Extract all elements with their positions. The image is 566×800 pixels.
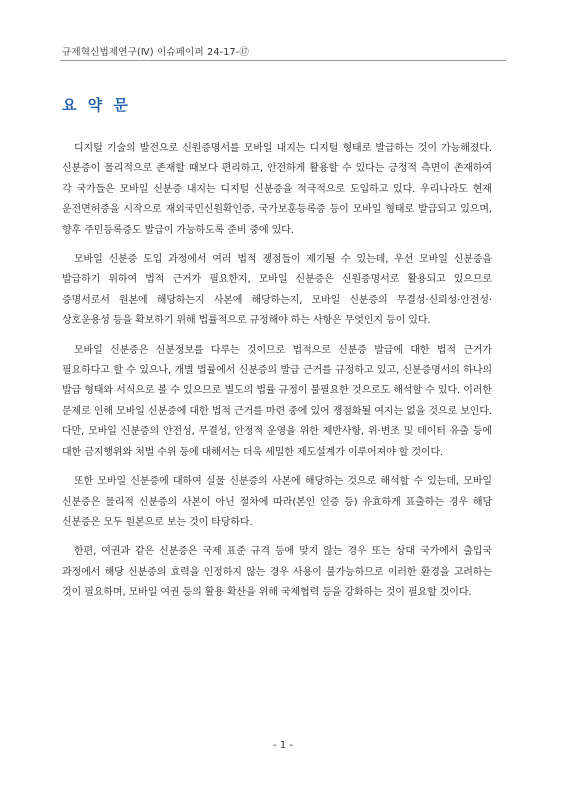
- summary-paragraph-2: 모바일 신분증 도입 과정에서 여러 법적 쟁점들이 제기될 수 있는데, 우선 모바일 신분증을 발급하기 위하여 법적 근거가 필요한지, 모바일 신분증은 신원증명서로 활용되고 있으므로 증명서로서 원본에 해당하는지 사본에 해당하는지, 모바일 신분증의 무결성·신뢰성·안전성·상호운용성 등을 확보하기 위해 법률적으로 규정해야 하는 사항은 무엇인지 등이 있다.: [62, 254, 492, 327]
- section-title: 요 약 문: [62, 96, 131, 114]
- summary-paragraph-1: 디지털 기술의 발전으로 신원증명서를 모바일 내지는 디지털 형태로 발급하는 것이 가능해졌다. 신분증이 물리적으로 존재할 때보다 편리하고, 안전하게 활용할 수 있다는 긍정적 측면이 존재하여 각 국가들은 모바일 신분증 내지는 디지털 신분증을 적극적으로 도입하고 있다. 우리나라도 현재 운전면허증을 시작으로 재외국민신원확인증, 국가보훈등록증 등이 모바일 형태로 발급되고 있으며, 향후 주민등록증도 발급이 가능하도록 준비 중에 있다.: [62, 143, 492, 236]
- summary-paragraph-4: 또한 모바일 신분증에 대하여 실물 신분증의 사본에 해당하는 것으로 해석할 수 있는데, 모바일 신분증은 물리적 신분증의 사본이 아닌 절차에 따라(본인 인증 등) 유효하게 표출하는 경우 해당 신분증은 모두 원본으로 보는 것이 타당하다.: [62, 476, 492, 528]
- summary-paragraph-3: 모바일 신분증은 신분정보를 다루는 것이므로 법적으로 신분증 발급에 대한 법적 근거가 필요하다고 할 수 있으나, 개별 법률에서 신분증의 발급 근거를 규정하고 있고, 신분증명서의 하나의 발급 형태와 서식으로 볼 수 있으므로 별도의 법률 규정이 불필요한 것으로도 해석할 수 있다. 이러한 문제로 인해 모바일 신분증에 대한 법적 근거를 마련 중에 있어 쟁점화될 여지는 없을 것으로 보인다. 다만, 모바일 신분증의 안전성, 무결성, 안정적 운영을 위한 제반사항, 위·변조 및 데이터 유출 등에 대한 금지행위와 처벌 수위 등에 대해서는 더욱 세밀한 제도설계가 이루어져야 할 것이다.: [62, 344, 492, 458]
- header-divider: [60, 60, 506, 61]
- page-number: - 1 -: [273, 740, 293, 751]
- summary-body: [62, 139, 492, 613]
- summary-paragraph-5: 한편, 여권과 같은 신분증은 국제 표준 규격 등에 맞지 않는 경우 또는 상대 국가에서 출입국 과정에서 해당 신분증의 효력을 인정하지 않는 경우 사용이 불가능하므로 이러한 환경을 고려하는 것이 필요하며, 모바일 여권 등의 활용 확산을 위해 국제협력 등을 강화하는 것이 필요할 것이다.: [62, 546, 492, 599]
- running-header: 규제혁신법제연구(Ⅳ) 이슈페이퍼 24-17-⑰: [62, 47, 250, 58]
